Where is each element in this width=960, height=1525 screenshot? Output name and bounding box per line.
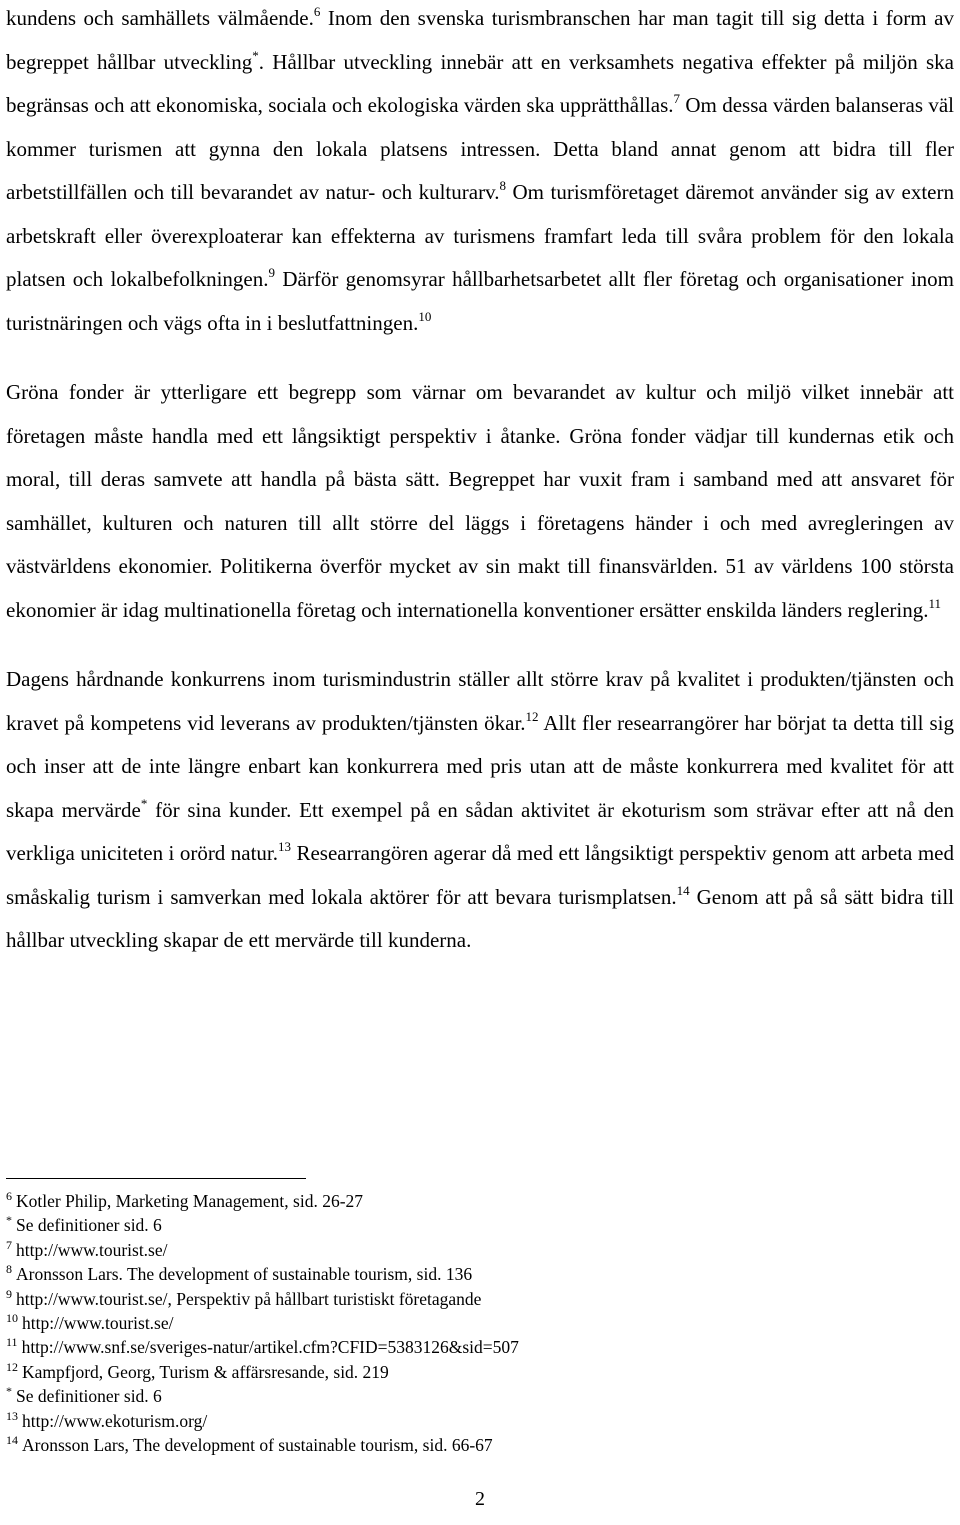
body-paragraph [6,0,954,345]
footnote-text: Kampfjord, Georg, Turism & affärsresande, sid. 219 [22,1361,389,1382]
footnote-reference: 13 [278,839,292,854]
footnote-reference: 9 [268,265,276,280]
footnote-separator [6,1178,306,1179]
footnote [6,1360,954,1384]
footnote-marker: 14 [6,1433,18,1448]
body-paragraph [6,371,954,632]
footnote-text: http://www.snf.se/sveriges-natur/artikel.cfm?CFID=5383126&sid=507 [21,1337,519,1358]
footnote [6,1238,954,1262]
footnote-reference: 8 [499,178,506,193]
footnote-text: Aronsson Lars. The development of sustainable tourism, sid. 136 [16,1264,473,1285]
footnote [6,1189,954,1213]
footnote-marker: 12 [6,1359,18,1374]
document-page [6,0,954,963]
paragraph-text: för sina kunder. Ett exempel på en sådan aktivitet är ekoturism som strävar efter att nå den verkliga uniciteten i orörd natur. [6,797,955,865]
paragraph-text: Allt fler researrangörer har börjat ta detta till sig och inser att de inte längre enbart kan konkurrera med pris utan att de måste konkurrera med kvalitet för att skapa mervärde [6,710,954,822]
footnote-reference: 7 [673,91,680,106]
paragraph-text: kundens och samhällets välmående. [6,6,314,30]
footnote-text: Se definitioner sid. 6 [16,1215,162,1236]
footnote-reference: 14 [676,882,690,898]
footnote [6,1287,954,1311]
footnote-reference: 11 [928,595,942,611]
paragraph-text: Researrangören agerar då med ett långsiktigt perspektiv genom att arbeta med småskalig turism i samverkan med lokala aktörer för att bevara turismplatsen. [6,841,954,909]
paragraph-text: . Hållbar utveckling innebär att en verksamhets negativa effekter på miljön ska begränsas och att ekonomiska, sociala och ekologiska värden ska upprätthållas. [6,49,954,117]
paragraph-text: Om dessa värden balanseras väl kommer turismen att gynna den lokala platsens intressen. Detta bland annat genom att bidra till fler arbetstillfällen och till bevarandet av natur- och kulturarv. [6,93,955,204]
paragraph-text: Därför genomsyrar hållbarhetsarbetet allt fler företag och organisationer inom turistnäringen och vägs ofta in i beslutfattningen. [6,267,954,335]
footnote-text: http://www.ekoturism.org/ [22,1410,208,1431]
footnote-list [6,1189,954,1457]
footnote-reference: 12 [525,708,539,724]
paragraph-text: Genom att på så sätt bidra till hållbar utveckling skapar de ett mervärde till kunderna. [6,884,955,952]
footnote-text: http://www.tourist.se/ [16,1239,168,1260]
footnote [6,1213,954,1237]
footnote-marker: * [6,1384,12,1399]
paragraph-text: Gröna fonder är ytterligare ett begrepp som värnar om bevarandet av kultur och miljö vilket innebär att företagen måste handla med ett långsiktigt perspektiv i åtanke. Gröna fonder vädjar till kundernas etik och moral, till deras samvete att handla på bästa sätt. Begreppet har vuxit fram i samband med att ansvaret för samhället, kulturen och naturen till allt större del läggs i företagens händer i och med avregleringen av västvärldens ekonomier. Politikerna överför mycket av sin makt till finansvärlden. 51 av världens 100 största ekonomier är idag multinationella företag och internationella konventioner ersätter enskilda länders reglering. [6,380,954,622]
footnote-reference: 10 [418,308,432,324]
footnote [6,1384,954,1408]
paragraph-text: Dagens hårdnande konkurrens inom turismindustrin ställer allt större krav på kvalitet i produkten/tjänsten och kravet på kompetens vid leverans av produkten/tjänsten ökar. [6,667,954,735]
footnote-marker: 13 [6,1408,18,1423]
footnote-text: http://www.tourist.se/ [22,1313,174,1334]
footnote-reference: * [252,47,259,63]
paragraph-text: Om turismföretaget däremot använder sig av extern arbetskraft eller överexploaterar kan effekterna av turismens framfart leda till svåra problem för den lokala platsen och lokalbefolkningen. [6,180,954,291]
footnote-marker: 6 [6,1189,12,1203]
footnote [6,1433,954,1457]
footnote-marker: * [6,1213,12,1228]
paragraph-text: Inom den svenska turismbranschen har man tagit till sig detta i form av begreppet hållbar utveckling [6,6,954,74]
footnote-text: Aronsson Lars, The development of sustainable tourism, sid. 66-67 [22,1435,493,1456]
footnote [6,1262,954,1286]
footnote-text: Se definitioner sid. 6 [16,1386,162,1407]
footnote-marker: 7 [6,1237,12,1252]
footnote [6,1335,954,1359]
footnote [6,1311,954,1335]
footnote [6,1409,954,1433]
footnote-marker: 8 [6,1262,12,1277]
footnote-marker: 11 [6,1335,18,1350]
footnote-text: http://www.tourist.se/, Perspektiv på hållbart turistiskt företagande [16,1288,482,1309]
footnote-text: Kotler Philip, Marketing Management, sid. 26-27 [16,1191,364,1211]
footnote-reference: * [140,795,148,811]
footnote-reference: 6 [313,4,321,19]
footnote-marker: 9 [6,1286,12,1301]
page-number: 2 [475,1488,485,1510]
body-paragraph [6,658,954,963]
footnote-marker: 10 [6,1311,18,1326]
